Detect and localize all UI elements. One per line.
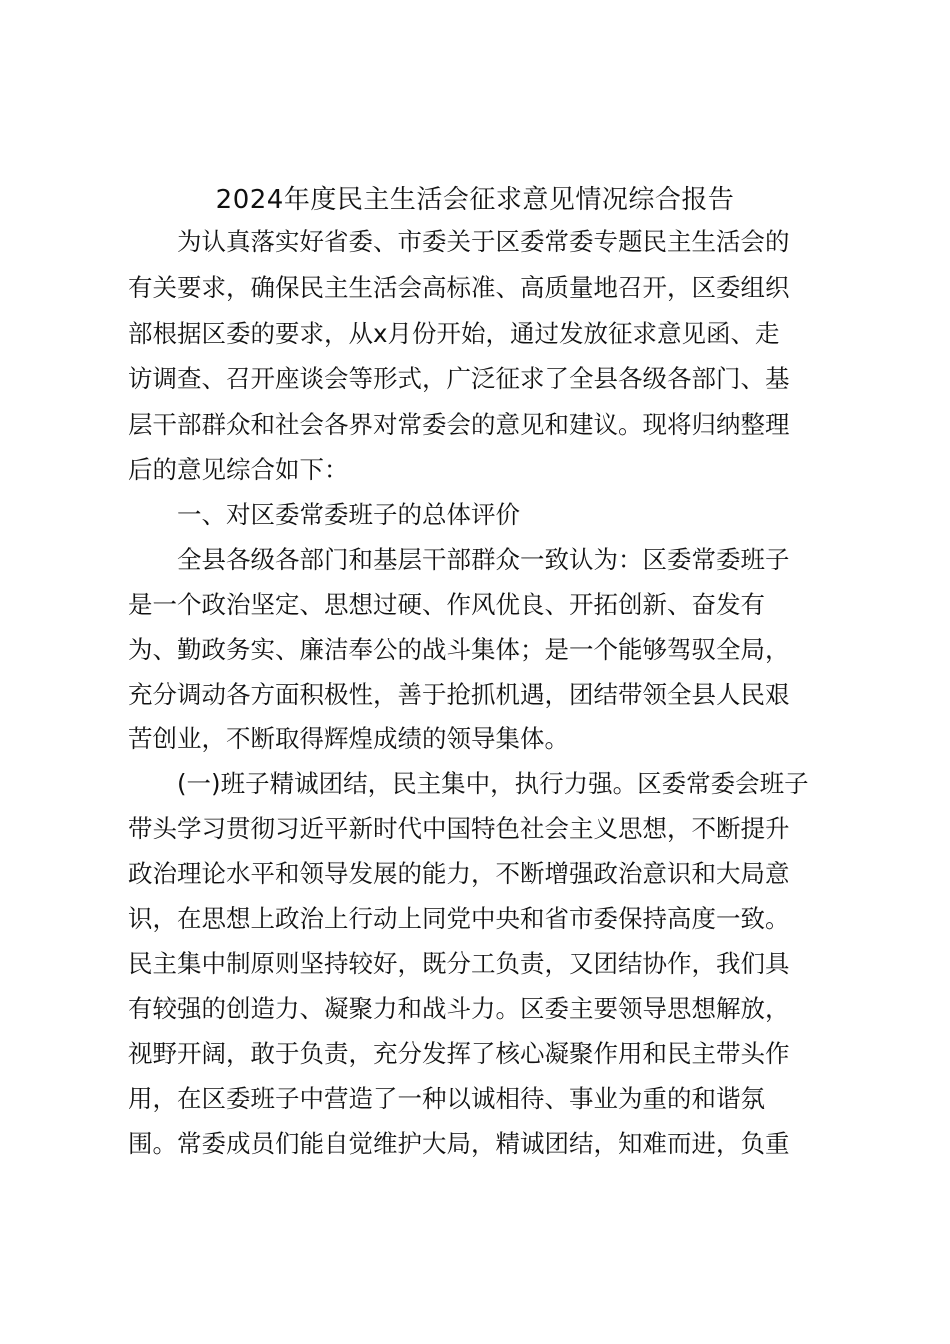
paragraph-line: 视野开阔，敢于负责，充分发挥了核心凝聚作用和民主带头作	[128, 1039, 790, 1068]
paragraph-line: (一)班子精诚团结，民主集中，执行力强。区委常委会班子	[177, 769, 809, 798]
paragraph-line: 围。常委成员们能自觉维护大局，精诚团结，知难而进，负重	[128, 1129, 790, 1158]
paragraph-line: 识，在思想上政治上行动上同党中央和省市委保持高度一致。	[128, 904, 790, 933]
paragraph-line: 后的意见综合如下：	[128, 455, 349, 484]
paragraph-line: 充分调动各方面积极性，善于抢抓机遇，团结带领全县人民艰	[128, 680, 790, 709]
paragraph-line: 民主集中制原则坚持较好，既分工负责，又团结协作，我们具	[128, 949, 790, 978]
paragraph-line: 为、勤政务实、廉洁奉公的战斗集体；是一个能够驾驭全局，	[128, 635, 790, 664]
paragraph-line: 苦创业，不断取得辉煌成绩的领导集体。	[128, 724, 569, 753]
paragraph-line: 访调查、召开座谈会等形式，广泛征求了全县各级各部门、基	[128, 364, 790, 393]
paragraph-line: 全县各级各部门和基层干部群众一致认为：区委常委班子	[177, 545, 790, 574]
paragraph-line: 有较强的创造力、凝聚力和战斗力。区委主要领导思想解放，	[128, 994, 790, 1023]
section-heading: 一、对区委常委班子的总体评价	[177, 500, 520, 529]
paragraph-line: 用，在区委班子中营造了一种以诚相待、事业为重的和谐氛	[128, 1084, 765, 1113]
paragraph-line: 是一个政治坚定、思想过硬、作风优良、开拓创新、奋发有	[128, 590, 765, 619]
document-title: 2024年度民主生活会征求意见情况综合报告	[215, 185, 735, 215]
paragraph-line: 层干部群众和社会各界对常委会的意见和建议。现将归纳整理	[128, 410, 790, 439]
paragraph-line: 有关要求，确保民主生活会高标准、高质量地召开，区委组织	[128, 273, 790, 302]
paragraph-line: 政治理论水平和领导发展的能力，不断增强政治意识和大局意	[128, 859, 790, 888]
paragraph-line: 部根据区委的要求，从x月份开始，通过发放征求意见函、走	[128, 319, 780, 348]
paragraph-line: 带头学习贯彻习近平新时代中国特色社会主义思想，不断提升	[128, 814, 790, 843]
paragraph-line: 为认真落实好省委、市委关于区委常委专题民主生活会的	[177, 227, 790, 256]
